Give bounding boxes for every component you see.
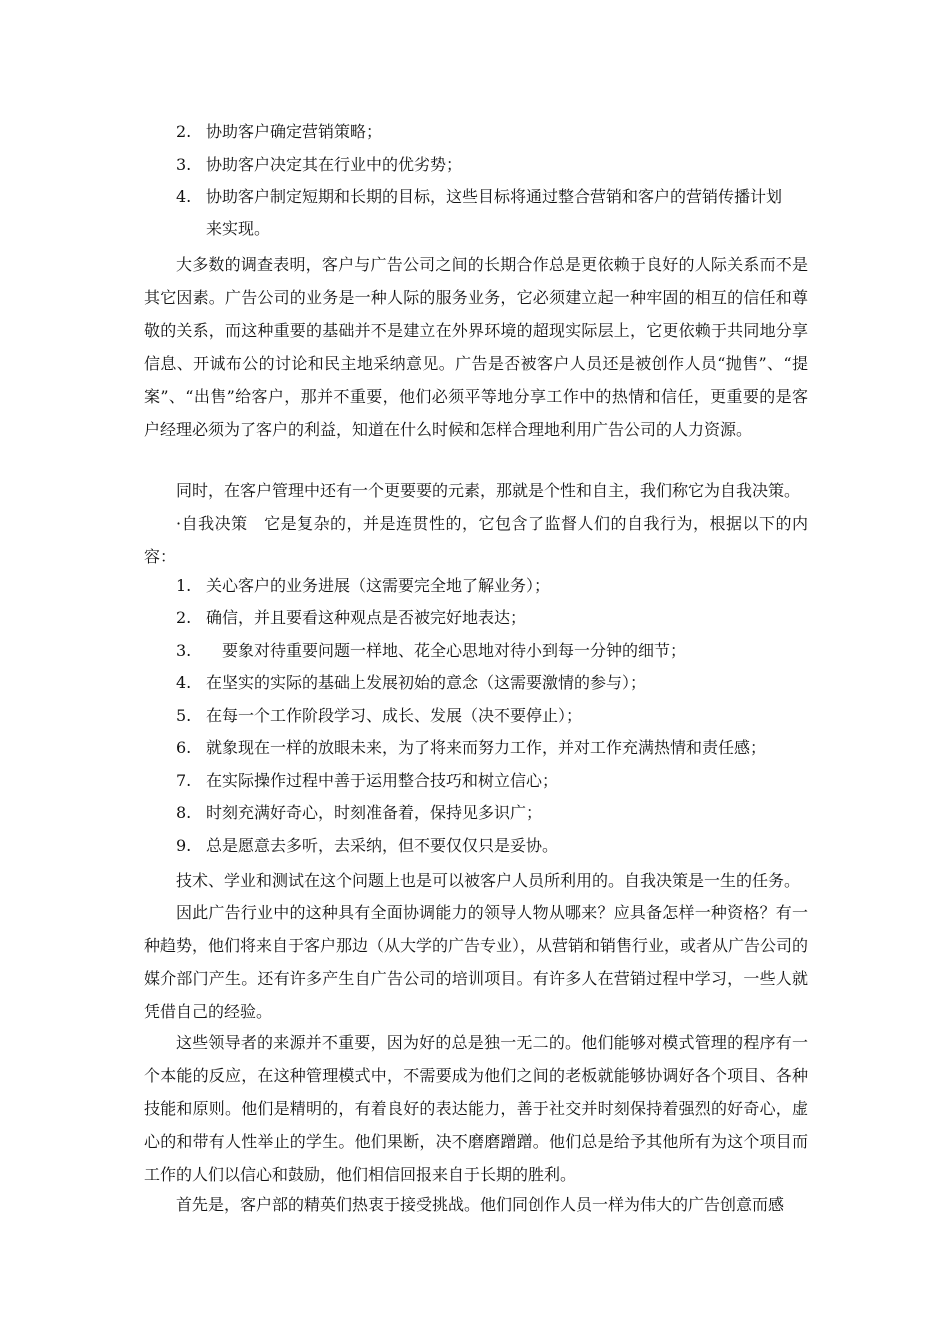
list-number: 4. [176,673,192,692]
list-text: 在每一个工作阶段学习、成长、发展（决不要停止）； [206,706,583,725]
list-text: 要象对待重要问题一样地、花全心思地对待小到每一分钟的细节； [206,641,687,660]
list-number: 5. [176,706,192,725]
paragraph: ·自我决策 它是复杂的，并是连贯性的，它包含了监督人们的自我行为，根据以下的内容： [144,514,808,566]
list-item [176,738,766,758]
list-number: 3. [176,641,192,660]
list-item [176,187,782,207]
list-text: 确信，并且要看这种观点是否被完好地表达； [206,608,527,627]
list-item-continuation: 来实现。 [206,219,271,238]
paragraph: 首先是，客户部的精英们热衷于接受挑战。他们同创作人员一样为伟大的广告创意而感 [176,1195,785,1214]
list-text: 关心客户的业务进展（这需要完全地了解业务）； [206,576,551,595]
list-item [176,576,550,596]
list-text: 就象现在一样的放眼未来，为了将来而努力工作，并对工作充满热情和责任感； [206,738,767,757]
list-item [176,155,462,175]
list-number: 8. [176,803,192,822]
list-text: 在坚实的实际的基础上发展初始的意念（这需要激情的参与）； [206,673,647,692]
list-text: 协助客户确定营销策略； [206,122,383,141]
list-item [176,836,558,856]
list-number: 7. [176,771,192,790]
list-text: 在实际操作过程中善于运用整合技巧和树立信心； [206,771,559,790]
list-text: 总是愿意去多听，去采纳，但不要仅仅只是妥协。 [206,836,559,855]
list-item [176,608,526,628]
list-number: 2. [176,608,192,627]
paragraph: 因此广告行业中的这种具有全面协调能力的领导人物从哪来？应具备怎样一种资格？有一种趋势，他们将来自于客户那边（从大学的广告专业），从营销和销售行业，或者从广告公司的媒介部门产生。还有许多产生自广告公司的培训项目。有许多人在营销过程中学习，一些人就凭借自己的经验。 [144,903,809,1021]
list-item [176,673,646,693]
paragraph: 这些领导者的来源并不重要，因为好的总是独一无二的。他们能够对模式管理的程序有一个本能的反应，在这种管理模式中，不需要成为他们之间的老板就能够协调好各个项目、各种技能和原则。他们是精明的，有着良好的表达能力，善于社交并时刻保持着强烈的好奇心，虚心的和带有人性举止的学生。他们果断，决不磨磨蹭蹭。他们总是给予其他所有为这个项目而工作的人们以信心和鼓励，他们相信回报来自于长期的胜利。 [144,1033,808,1184]
paragraph: 同时，在客户管理中还有一个更要要的元素，那就是个性和自主，我们称它为自我决策。 [176,481,801,500]
list-item [176,641,686,661]
list-number: 4. [176,187,192,206]
list-number: 2. [176,122,192,141]
list-number: 6. [176,738,192,757]
list-text: 时刻充满好奇心，时刻准备着，保持见多识广； [206,803,543,822]
list-number: 3. [176,155,192,174]
list-item [176,771,558,791]
list-text: 协助客户决定其在行业中的优劣势； [206,155,463,174]
paragraph: 大多数的调查表明，客户与广告公司之间的长期合作总是更依赖于良好的人际关系而不是其它因素。广告公司的业务是一种人际的服务业务，它必须建立起一种牢固的相互的信任和尊敬的关系，而这种重要的基础并不是建立在外界环境的超现实际层上，它更依赖于共同地分享信息、开诚布公的讨论和民主地采纳意见。广告是否被客户人员还是被创作人员“抛售”、“提案”、“出售”给客户，那并不重要，他们必须平等地分享工作中的热情和信任，更重要的是客户经理必须为了客户的利益，知道在什么时候和怎样合理地利用广告公司的人力资源。 [144,255,808,439]
paragraph: 技术、学业和测试在这个问题上也是可以被客户人员所利用的。自我决策是一生的任务。 [176,871,801,890]
list-number: 9. [176,836,192,855]
list-item [176,803,542,823]
list-text: 协助客户制定短期和长期的目标，这些目标将通过整合营销和客户的营销传播计划 [206,187,783,206]
list-item [176,122,382,142]
list-item [176,706,582,726]
list-number: 1. [176,576,192,595]
